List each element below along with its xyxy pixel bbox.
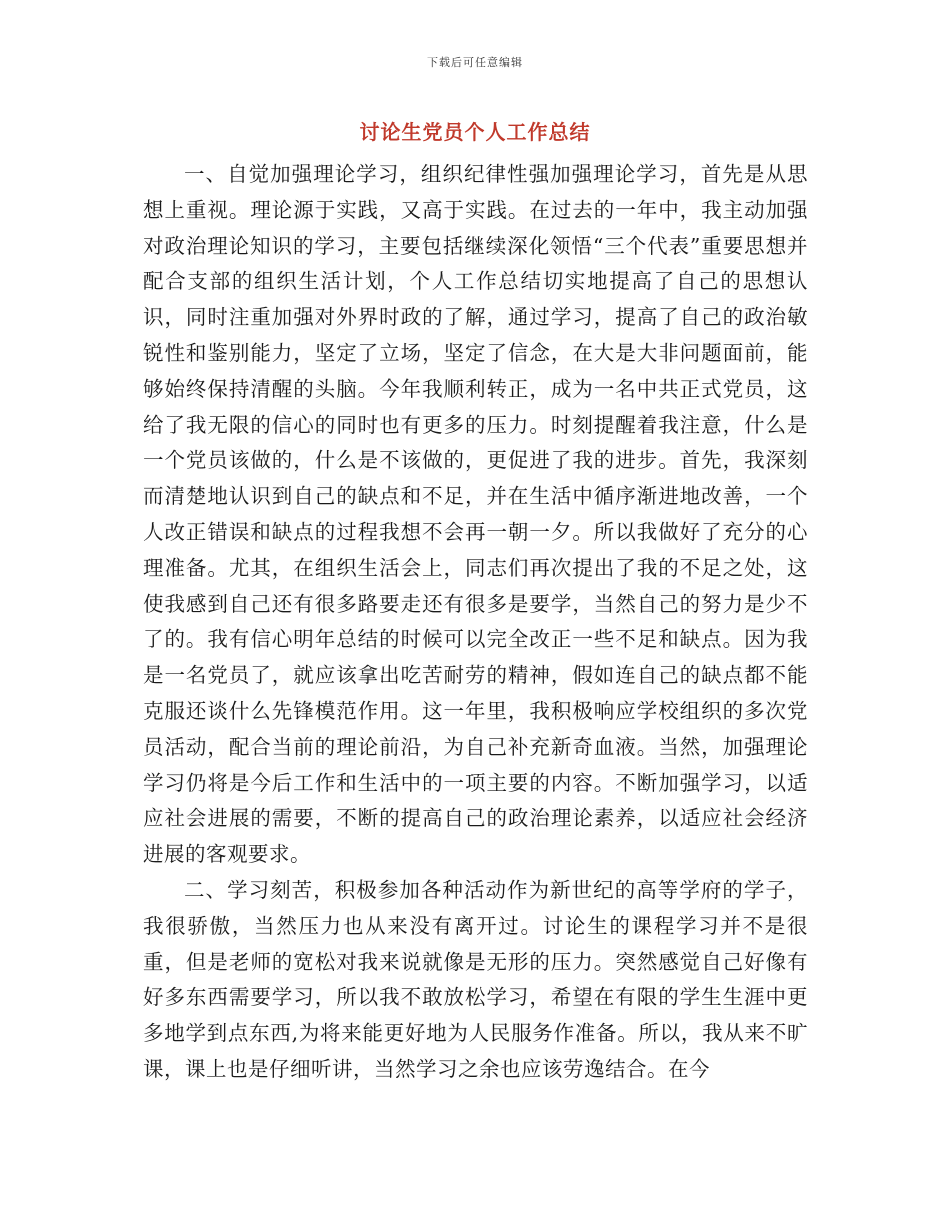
document-title: 讨论生党员个人工作总结 [359,120,591,144]
paragraph: 二、学习刻苦，积极参加各种活动作为新世纪的高等学府的学子，我很骄傲，当然压力也从来没有离开过。讨论生的课程学习并不是很重，但是老师的宽松对我来说就像是无形的压力。突然感觉自己好像有好多东西需要学习，所以我不敢放松学习，希望在有限的学生生涯中更多地学到点东西,为将来能更好地为人民服务作准备。所以，我从来不旷课，课上也是仔细听讲，当然学习之余也应该劳逸结合。在今 [143,877,808,1081]
document-body [143,157,808,1088]
page-header-note: 下载后可任意编辑 [427,56,523,69]
paragraph: 一、自觉加强理论学习，组织纪律性强加强理论学习，首先是从思想上重视。理论源于实践，又高于实践。在过去的一年中，我主动加强对政治理论知识的学习，主要包括继续深化领悟“三个代表”重要思想并配合支部的组织生活计划，个人工作总结切实地提高了自己的思想认识，同时注重加强对外界时政的了解，通过学习，提高了自己的政治敏锐性和鉴别能力，坚定了立场，坚定了信念，在大是大非问题面前，能够始终保持清醒的头脑。今年我顺利转正，成为一名中共正式党员，这给了我无限的信心的同时也有更多的压力。时刻提醒着我注意，什么是一个党员该做的，什么是不该做的，更促进了我的进步。首先，我深刻而清楚地认识到自己的缺点和不足，并在生活中循序渐进地改善，一个人改正错误和缺点的过程我想不会再一朝一夕。所以我做好了充分的心理准备。尤其，在组织生活会上，同志们再次提出了我的不足之处，这使我感到自己还有很多路要走还有很多是要学，当然自己的努力是少不了的。我有信心明年总结的时候可以完全改正一些不足和缺点。因为我是一名党员了，就应该拿出吃苦耐劳的精神，假如连自己的缺点都不能克服还谈什么先锋模范作用。这一年里，我积极响应学校组织的多次党员活动，配合当前的理论前沿，为自己补充新奇血液。当然，加强理论学习仍将是今后工作和生活中的一项主要的内容。不断加强学习，以适应社会进展的需要，不断的提高自己的政治理论素养，以适应社会经济进展的客观要求。 [143,162,808,867]
